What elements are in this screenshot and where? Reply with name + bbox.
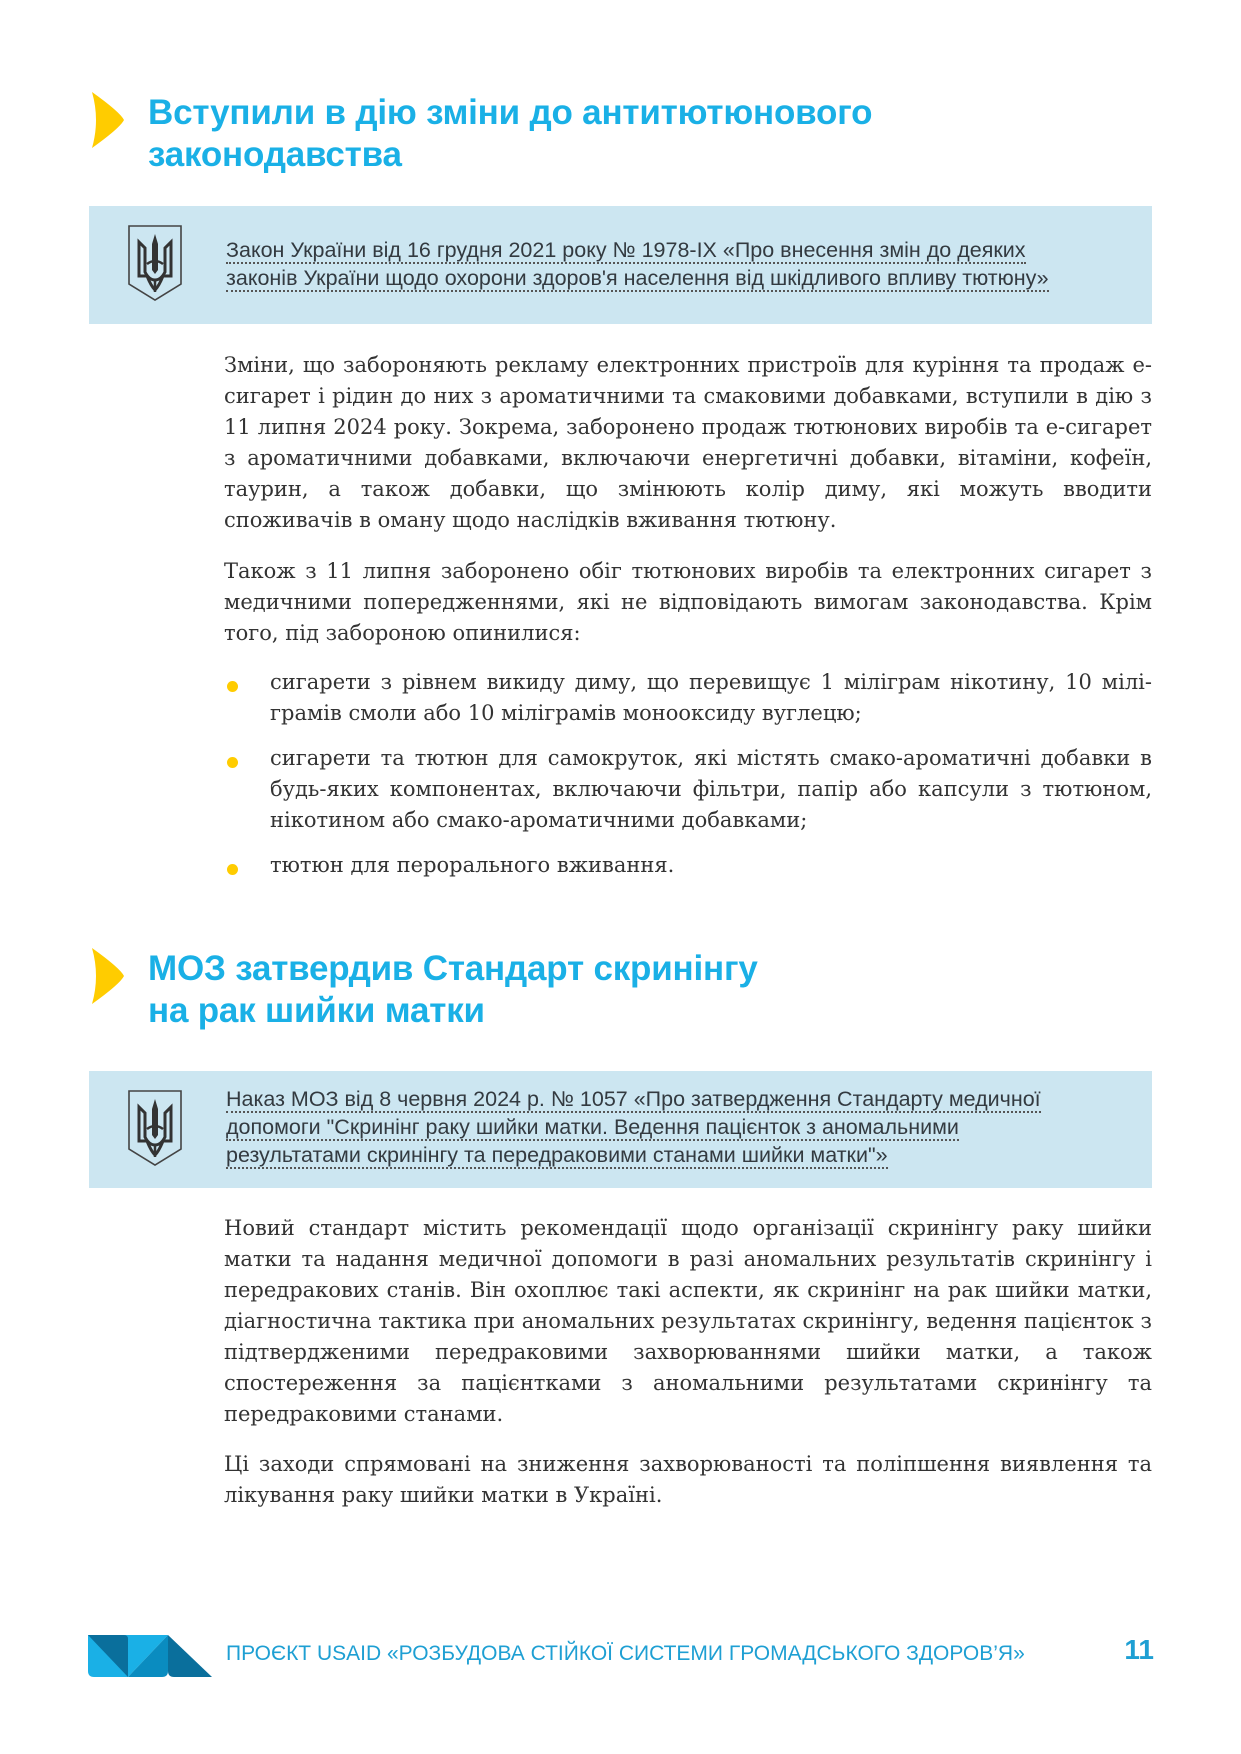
body-paragraph: Новий стандарт містить рекомендації щодо організації скринінгу раку шийки матки та надання медичної допомоги в разі аномальних результатів скринінгу і передракових станів. Він охоплює такі аспекти, як скринінг на рак шийки матки, діагностична тактика при аномальних результатах скринінгу, ведення пацієнток з підтвердженими передраковими захворюваннями шийки матки, а також спостереження за пацієнтками з аномальними результатами скринінгу та передраковими станами. bbox=[224, 1216, 1152, 1426]
usaid-project-logo bbox=[88, 1635, 212, 1677]
law-reference-line: допомоги "Скринінг раку шийки матки. Ведення пацієнток з аномальними bbox=[226, 1115, 959, 1139]
yellow-arrow-icon bbox=[90, 948, 126, 1004]
bullet-text: тютюн для перорального вживання. bbox=[270, 853, 675, 877]
ukraine-coat-of-arms-icon bbox=[127, 1089, 183, 1167]
title-line: Вступили в дію зміни до антитютюнового bbox=[148, 93, 873, 132]
bullet-item bbox=[224, 743, 1152, 836]
bullet-item bbox=[224, 667, 1152, 729]
bullet-dot-icon bbox=[227, 864, 238, 875]
section-title bbox=[148, 92, 1048, 176]
law-reference-link[interactable] bbox=[226, 1143, 888, 1169]
law-reference-box bbox=[89, 1071, 1152, 1188]
law-reference-text bbox=[226, 236, 1122, 292]
ukraine-coat-of-arms-icon bbox=[127, 224, 183, 302]
law-reference-link[interactable] bbox=[226, 1087, 1041, 1113]
law-reference-link[interactable] bbox=[226, 238, 1026, 264]
section-title bbox=[148, 948, 1048, 1032]
page-number: 11 bbox=[1124, 1634, 1154, 1665]
law-reference-line: законів України щодо охорони здоров'я населення від шкідливого впливу тютюну» bbox=[226, 266, 1049, 290]
law-reference-link[interactable] bbox=[226, 266, 1049, 292]
title-line: МОЗ затвердив Стандарт скринінгу bbox=[148, 949, 758, 988]
title-line: законодавства bbox=[148, 135, 402, 174]
body-paragraph: Також з 11 липня заборонено обіг тютюнових виробів та електронних сигарет з медичними попередженнями, які не відповідають вимогам законодавства. Крім того, під забороною опинилися: bbox=[224, 559, 1152, 645]
law-reference-box bbox=[89, 206, 1152, 324]
bullet-list bbox=[224, 667, 1152, 895]
law-reference-line: Наказ МОЗ від 8 червня 2024 р. № 1057 «Про затвердження Стандарту медичної bbox=[226, 1087, 1041, 1111]
bullet-item bbox=[224, 850, 1152, 881]
title-line: на рак шийки матки bbox=[148, 991, 485, 1030]
bullet-dot-icon bbox=[227, 681, 238, 692]
footer-project-text: ПРОЄКТ USAID «РОЗБУДОВА СТІЙКОЇ СИСТЕМИ ГРОМАДСЬКОГО ЗДОРОВ’Я» bbox=[226, 1642, 1025, 1665]
yellow-arrow-icon bbox=[90, 92, 126, 148]
law-reference-line: результатами скринінгу та передраковими станами шийки матки"» bbox=[226, 1143, 888, 1167]
body-paragraph: Ці заходи спрямовані на зниження захворюваності та поліпшення виявлення та лікування раку шийки матки в Україні. bbox=[224, 1452, 1152, 1507]
law-reference-text bbox=[226, 1085, 1122, 1169]
bullet-text: сигарети та тютюн для самокруток, які містять смако-ароматичні добавки в будь-яких компонентах, включаючи фільтри, папір або капсули з тютюном, нікотином або смако-ароматичними добавками; bbox=[270, 746, 1152, 832]
law-reference-link[interactable] bbox=[226, 1115, 959, 1141]
bullet-text: сигарети з рівнем викиду диму, що перевищує 1 міліграм нікотину, 10 міліграмів смоли або 10 міліграмів монооксиду вуглецю; bbox=[270, 670, 1152, 725]
bullet-dot-icon bbox=[227, 757, 238, 768]
body-paragraph: Зміни, що забороняють рекламу електронних пристроїв для куріння та продаж е-сигарет і рідин до них з ароматичними та смаковими добавками, вступили в дію з 11 липня 2024 року. Зокрема, заборонено продаж тютюнових виробів та е-сигарет з ароматичними добавками, включаючи енергетичні добавки, вітаміни, кофеїн, таурин, а також добавки, що змінюють колір диму, які можуть вводити споживачів в оману щодо наслідків вживання тютюну. bbox=[224, 353, 1152, 532]
law-reference-line: Закон України від 16 грудня 2021 року № 1978-IX «Про внесення змін до деяких bbox=[226, 238, 1026, 262]
